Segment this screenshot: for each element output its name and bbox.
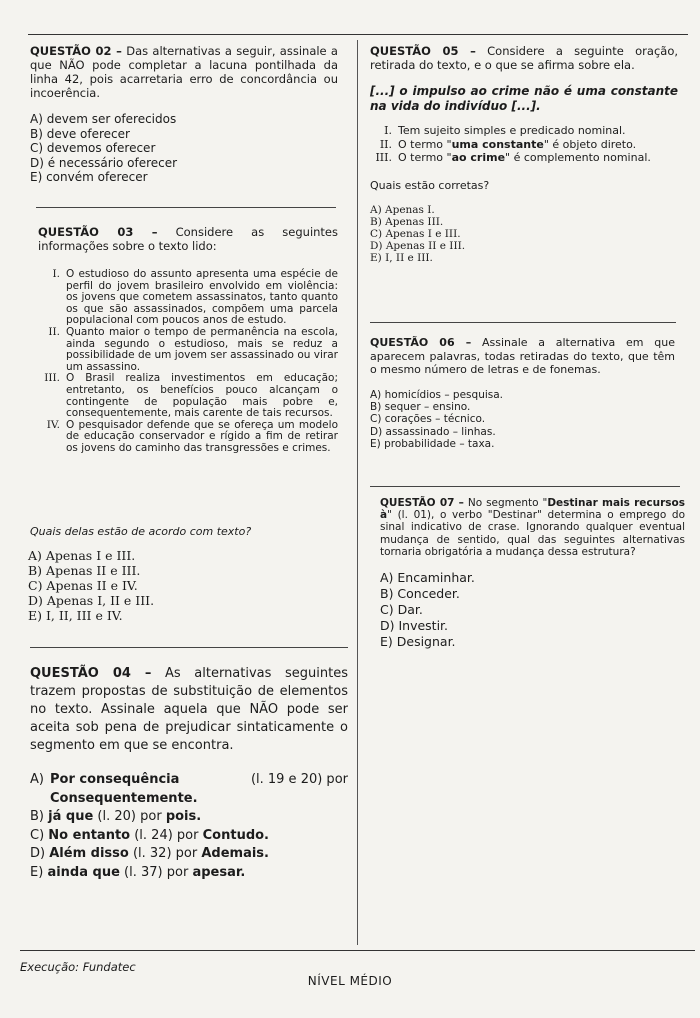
question-07 [380,497,685,650]
question-05-statements [370,124,678,165]
option[interactable]: E) I, II, III e IV. [28,608,123,623]
statement: II. Quanto maior o tempo de permanência na escola, ainda segundo o estudioso, mais se reduz a possibilidade de um jovem ser assassinado ou virar um assassino. [48,325,338,373]
statement: IV. O pesquisador defende que se ofereça um modelo de educação conservador e rígido a fim de retirar os jovens do caminho das transgressões e crimes. [46,418,338,454]
option[interactable]: E) convém oferecer [30,170,148,184]
question-05 [370,44,678,265]
option[interactable]: D) Investir. [380,618,449,634]
footer-level: NÍVEL MÉDIO [307,974,393,988]
option[interactable]: B) Conceder. [380,586,460,602]
option[interactable]: C) Apenas II e IV. [28,578,138,593]
option[interactable]: E) Designar. [380,634,456,650]
option[interactable]: A) Encaminhar. [380,570,475,586]
option[interactable]: E) ainda que (l. 37) por apesar. [30,864,246,880]
option[interactable]: D) Apenas I, II e III. [28,593,155,608]
question-05-quote: [...] o impulso ao crime não é uma constante na vida do indivíduo [...]. [370,84,678,113]
option[interactable]: D) assassinado – linhas. [370,425,496,438]
option[interactable]: C) devemos oferecer [30,141,156,155]
question-03-prompt: QUESTÃO 03 – Considere as seguintes informações sobre o texto lido: [38,225,339,253]
separator [36,207,336,208]
option[interactable]: B) já que (l. 20) por pois. [30,809,202,824]
separator [370,322,676,323]
column-divider [357,40,358,945]
question-02-options [30,112,338,185]
option[interactable]: B) Apenas III. [370,215,444,228]
question-06 [370,336,675,451]
question-04-prompt: QUESTÃO 04 – As alternativas seguintes trazem propostas de substituição de elementos no texto. Assinale aquela que NÃO pode ser aceita sob pena de prejudicar sintaticamente o segmento em que se encontra. [30,666,348,753]
option[interactable]: B) Apenas II e III. [28,563,141,578]
question-03-title: QUESTÃO 03 – [38,225,158,239]
statement: III. O termo "ao crime" é complemento nominal. [375,151,651,164]
question-05-title: QUESTÃO 05 – [370,44,476,58]
option[interactable]: A) devem ser oferecidos [30,112,177,126]
option[interactable]: C) No entanto (l. 24) por Contudo. [30,827,269,843]
question-03-statements [38,269,338,455]
question-06-prompt: QUESTÃO 06 – Assinale a alternativa em que aparecem palavras, todas retiradas do texto, que têm o mesmo número de letras e de fonemas. [370,336,675,376]
question-07-prompt: QUESTÃO 07 – No segmento "Destinar mais recursos à" (l. 01), o verbo "Destinar" determina o emprego do sinal indicativo de crase. Ignorando qualquer eventual mudança de sentido, qual das seguintes alternativas tornaria obrigatória a mudança dessa estrutura? [380,497,686,558]
option[interactable]: D) é necessário oferecer [30,155,178,170]
top-rule [28,34,688,35]
question-03 [38,225,338,455]
option[interactable]: A) Por consequência (l. 19 e 20) por Consequentemente. [30,772,348,806]
option[interactable]: C) Apenas I e III. [370,227,461,240]
question-05-question: Quais estão corretas? [370,178,490,192]
question-07-options [380,570,685,650]
question-02-prompt: QUESTÃO 02 – Das alternativas a seguir, assinale a que NÃO pode completar a lacuna pontilhada da linha 42, pois acarretaria erro de concordância ou incoerência. [30,44,338,100]
separator [30,647,348,648]
separator [370,486,680,487]
question-03-options [28,548,328,623]
option[interactable]: E) I, II e III. [370,252,433,265]
question-03-question: Quais delas estão de acordo com texto? [30,525,252,538]
option[interactable]: D) Apenas II e III. [370,240,466,253]
question-02-title: QUESTÃO 02 – [30,44,122,58]
question-04-title: QUESTÃO 04 – [30,666,152,681]
question-05-prompt: QUESTÃO 05 – Considere a seguinte oração, retirada do texto, e o que se afirma sobre ela. [370,44,679,72]
option[interactable]: D) Além disso (l. 32) por Ademais. [30,846,269,861]
option[interactable]: C) Dar. [380,602,423,618]
option[interactable]: B) deve oferecer [30,126,130,141]
bottom-rule [20,950,695,951]
question-06-title: QUESTÃO 06 – [370,336,472,349]
option[interactable]: C) corações – técnico. [370,413,486,426]
statement: III. O Brasil realiza investimentos em educação; entretanto, os benefícios pouco alcançam o contingente de população mais pobre e, consequentemente, mais carente de tais recursos. [44,372,338,420]
question-02 [30,44,338,185]
question-07-title: QUESTÃO 07 – [380,497,464,509]
footer-execution: Execução: Fundatec [20,960,136,974]
statement: II. O termo "uma constante" é objeto direto. [379,137,637,151]
question-06-options [370,389,675,451]
option[interactable]: A) homicídios – pesquisa. [370,388,504,401]
option[interactable]: A) Apenas I. [370,203,435,216]
statement: I. O estudioso do assunto apresenta uma espécie de perfil do jovem brasileiro envolvido em violência: os jovens que cometem assassinatos, tanto quanto os que são assassinados, compõem uma parcela populacional com poucos anos de estudo. [52,268,338,327]
option[interactable]: A) Apenas I e III. [28,548,136,563]
question-04 [30,665,348,882]
option[interactable]: B) sequer – ensino. [370,400,471,413]
statement: I. Tem sujeito simples e predicado nominal. [384,124,626,137]
question-05-options [370,204,678,265]
option[interactable]: E) probabilidade – taxa. [370,438,495,451]
question-04-options [30,771,348,882]
